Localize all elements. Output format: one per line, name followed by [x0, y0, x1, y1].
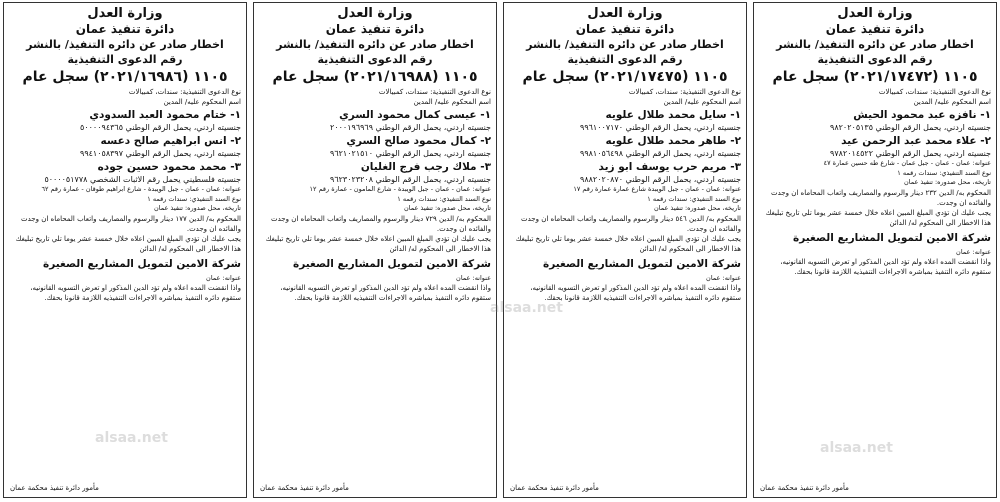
watermark: alsaa.net [95, 430, 168, 446]
debtor-label: اسم المحكوم عليه/ المدين [913, 98, 991, 106]
debtor-address: عنوانه: عمان - عمان - جبل عمان - شارع طه حسين عمارة ٤٧ [823, 159, 991, 167]
debtor-label: اسم المحكوم عليه/ المدين [413, 98, 491, 106]
notice-column [753, 2, 997, 498]
payment-demand: يجب عليك ان تؤدي المبلغ المبين اعلاه خلال خمسة عشر يوما تلي تاريخ تبليغك هذا الاخطار الى المحكوم له/ الدائن [15, 234, 241, 253]
debtor-name: ١- عيسى كمال محمود السري [339, 109, 491, 121]
case-label: رقم الدعوى التنفيذية [567, 53, 683, 66]
judgment-amount: المحكوم به/ الدين ٢٣٢ دينار والرسوم والمصاريف واتعاب المحاماه ان وجدت والفائده ان وجدت. [771, 188, 991, 207]
debtor-name: ٣- مريم حرب يوسف ابو زيد [598, 161, 741, 173]
watermark: alsaa.net [490, 300, 563, 316]
case-number: ١١٠٥ (٢٠٢١/١٧٤٧٥) سجل عام [522, 69, 728, 85]
debtor-nationality: جنسيته فلسطيني يحمل رقم الاثبات الشخصي ٥٠٠٠٠٥١٧٧٨ [44, 175, 241, 184]
notice-subject: اخطار صادر عن دائره التنفيذ/ بالنشر [26, 38, 224, 51]
payment-demand: يجب عليك ان تؤدي المبلغ المبين اعلاه خلال خمسة عشر يوما تلي تاريخ تبليغك هذا الاخطار الى المحكوم له/ الدائن [515, 234, 741, 253]
case-label: رقم الدعوى التنفيذية [817, 53, 933, 66]
ministry-title: وزارة العدل [337, 6, 413, 21]
department-title: دائرة تنفيذ عمان [325, 22, 425, 36]
debtor-nationality: جنسيته اردني، يحمل الرقم الوطني ٢٠٠٠١٩٦٩٦٩ [330, 123, 491, 132]
case-number: ١١٠٥ (٢٠٢١/١٦٩٨٨) سجل عام [272, 69, 478, 85]
payment-demand: يجب عليك ان تؤدي المبلغ المبين اعلاه خلال خمسة عشر يوما تلي تاريخ تبليغك هذا الاخطار الى المحكوم له/ الدائن [765, 208, 991, 227]
department-title: دائرة تنفيذ عمان [575, 22, 675, 36]
warning-text: واذا انقضت المده اعلاه ولم تؤد الدين المذكور او تعرض التسويه القانونيه، ستقوم دائره التنفيذ بمباشره الاجراءات التنفيذيه اللازمة قانونا بحقك. [30, 284, 241, 302]
creditor-address: عنوانه: عمان [706, 273, 741, 282]
debtor-name: ٢- كمال محمود صالح السري [346, 135, 491, 147]
debtor-label: اسم المحكوم عليه/ المدين [663, 98, 741, 106]
warning-text: واذا انقضت المده اعلاه ولم تؤد الدين المذكور او تعرض التسويه القانونيه، ستقوم دائره التنفيذ بمباشره الاجراءات التنفيذيه اللازمة قانونا بحقك. [530, 284, 741, 302]
department-title: دائرة تنفيذ عمان [75, 22, 175, 36]
debtor-nationality: جنسيته اردني، يحمل الرقم الوطني ٩٨٨٢٠٢٠٨٧٠ [580, 175, 741, 184]
notice-column [253, 2, 497, 498]
creditor-address: عنوانه: عمان [956, 247, 991, 256]
bond-date: تاريخه، محل صدوره: تنفيذ عمان [653, 204, 741, 212]
bond-date: تاريخه، محل صدوره: تنفيذ عمان [903, 178, 991, 186]
ministry-title: وزارة العدل [837, 6, 913, 21]
creditor-name: شركة الامين لتمويل المشاريع الصغيرة [293, 257, 491, 270]
creditor-address: عنوانه: عمان [206, 273, 241, 282]
debtor-nationality: جنسيته اردني، يحمل الرقم الوطني ٩٩٤١٠٥٨٣٩٧ [80, 149, 241, 158]
notice-subject: اخطار صادر عن دائره التنفيذ/ بالنشر [776, 38, 974, 51]
debtor-nationality: جنسيته اردني، يحمل الرقم الوطني ٥٠٠٠٠٩٤٣٦٥ [80, 123, 241, 132]
judgment-amount: المحكوم به/ الدين ٥٤٦ دينار والرسوم والمصاريف واتعاب المحاماه ان وجدت والفائده ان وجدت. [521, 214, 741, 233]
case-label: رقم الدعوى التنفيذية [317, 53, 433, 66]
department-title: دائرة تنفيذ عمان [825, 22, 925, 36]
debtor-name: ١- ختام محمود العبد السدودي [89, 109, 241, 121]
case-type: نوع الدعوى التنفيذية: سندات، كمبيالات [128, 88, 241, 96]
debtor-nationality: جنسيته اردني، يحمل الرقم الوطني ٩٨٢٠٢٠٥١٣٥ [830, 123, 991, 132]
officer-signature: مأمور دائرة تنفيذ محكمة عمان [10, 484, 99, 492]
bond-type: نوع السند التنفيذي: سندات رقمه ١ [397, 194, 491, 203]
debtor-name: ٢- انس ابراهيم صالح دعسه [100, 135, 241, 147]
case-label: رقم الدعوى التنفيذية [67, 53, 183, 66]
notice-column [503, 2, 747, 498]
creditor-name: شركة الامين لتمويل المشاريع الصغيرة [793, 231, 991, 244]
bond-type: نوع السند التنفيذي: سندات رقمه ١ [897, 168, 991, 177]
notice-subject: اخطار صادر عن دائره التنفيذ/ بالنشر [276, 38, 474, 51]
notice-subject: اخطار صادر عن دائره التنفيذ/ بالنشر [526, 38, 724, 51]
debtor-nationality: جنسيته اردني، يحمل الرقم الوطني ٩٦٢٣٠٢٣٢٠٨ [330, 175, 491, 184]
debtor-name: ٣- محمد محمود حسين جوده [97, 161, 241, 173]
debtor-address: عنوانه: عمان - عمان - جبل الويبدة - شارع المامون - عمارة رقم ١٢ [309, 185, 491, 193]
debtor-name: ١- نافزه عبد محمود الحيش [853, 109, 991, 121]
officer-signature: مأمور دائرة تنفيذ محكمة عمان [260, 484, 349, 492]
creditor-address: عنوانه: عمان [456, 273, 491, 282]
officer-signature: مأمور دائرة تنفيذ محكمة عمان [760, 484, 849, 492]
ministry-title: وزارة العدل [587, 6, 663, 21]
case-type: نوع الدعوى التنفيذية: سندات، كمبيالات [628, 88, 741, 96]
bond-type: نوع السند التنفيذي: سندات رقمه ١ [647, 194, 741, 203]
debtor-name: ٢- طاهر محمد طلال علويه [605, 135, 741, 147]
payment-demand: يجب عليك ان تؤدي المبلغ المبين اعلاه خلال خمسة عشر يوما تلي تاريخ تبليغك هذا الاخطار الى المحكوم له/ الدائن [265, 234, 491, 253]
watermark: alsaa.net [820, 440, 893, 456]
officer-signature: مأمور دائرة تنفيذ محكمة عمان [510, 484, 599, 492]
bond-date: تاريخه، محل صدوره: تنفيذ عمان [153, 204, 241, 212]
debtor-nationality: جنسيته اردني، يحمل الرقم الوطني ٩٦٢١٠٢١٥١٠ [330, 149, 491, 158]
case-type: نوع الدعوى التنفيذية: سندات، كمبيالات [378, 88, 491, 96]
warning-text: واذا انقضت المده اعلاه ولم تؤد الدين المذكور او تعرض التسويه القانونيه، ستقوم دائره التنفيذ بمباشره الاجراءات التنفيذيه اللازمة قانونا بحقك. [280, 284, 491, 302]
debtor-nationality: جنسيته اردني، يحمل الرقم الوطني ٩٩٦١٠٠٧١٧٠ [580, 123, 741, 132]
debtor-name: ٣- ملاك رجب فرج الغليان [360, 161, 491, 173]
bond-type: نوع السند التنفيذي: سندات رقمه ١ [147, 194, 241, 203]
debtor-nationality: جنسيته اردني، يحمل الرقم الوطني ٩٧٨٢٠١٤٥٢٢ [830, 149, 991, 158]
debtor-address: عنوانه: عمان - عمان - جبل الويبدة - شارع ابراهيم طوقان - عمارة رقم ٦٢ [41, 185, 241, 193]
judgment-amount: المحكوم به/ الدين ٧٢٩ دينار والرسوم والمصاريف واتعاب المحاماه ان وجدت والفائده ان وجدت. [271, 214, 491, 233]
debtor-address: عنوانه: عمان - عمان - جبل الويبدة شارع عمارة عمارة رقم ١٧ [573, 185, 741, 193]
debtor-nationality: جنسيته اردني، يحمل الرقم الوطني ٩٩٨١٠٥٦٤٩٨ [580, 149, 741, 158]
case-number: ١١٠٥ (٢٠٢١/١٦٩٨٦) سجل عام [22, 69, 228, 85]
judgment-amount: المحكوم به/ الدين ١٧٧ دينار والرسوم والمصاريف واتعاب المحاماه ان وجدت والفائده ان وجدت. [21, 214, 241, 233]
creditor-name: شركة الامين لتمويل المشاريع الصغيرة [543, 257, 741, 270]
creditor-name: شركة الامين لتمويل المشاريع الصغيرة [43, 257, 241, 270]
debtor-label: اسم المحكوم عليه/ المدين [163, 98, 241, 106]
debtor-name: ٢- علاء محمد عبد الرحمن عيد [841, 135, 991, 147]
case-number: ١١٠٥ (٢٠٢١/١٧٤٧٢) سجل عام [772, 69, 978, 85]
warning-text: واذا انقضت المده اعلاه ولم تؤد الدين المذكور او تعرض التسويه القانونيه، ستقوم دائره التنفيذ بمباشره الاجراءات التنفيذيه اللازمة قانونا بحقك. [780, 258, 991, 276]
notice-column [3, 2, 247, 498]
bond-date: تاريخه، محل صدوره: تنفيذ عمان [403, 204, 491, 212]
debtor-name: ١- سايل محمد طلال علويه [605, 109, 741, 121]
ministry-title: وزارة العدل [87, 6, 163, 21]
case-type: نوع الدعوى التنفيذية: سندات، كمبيالات [878, 88, 991, 96]
